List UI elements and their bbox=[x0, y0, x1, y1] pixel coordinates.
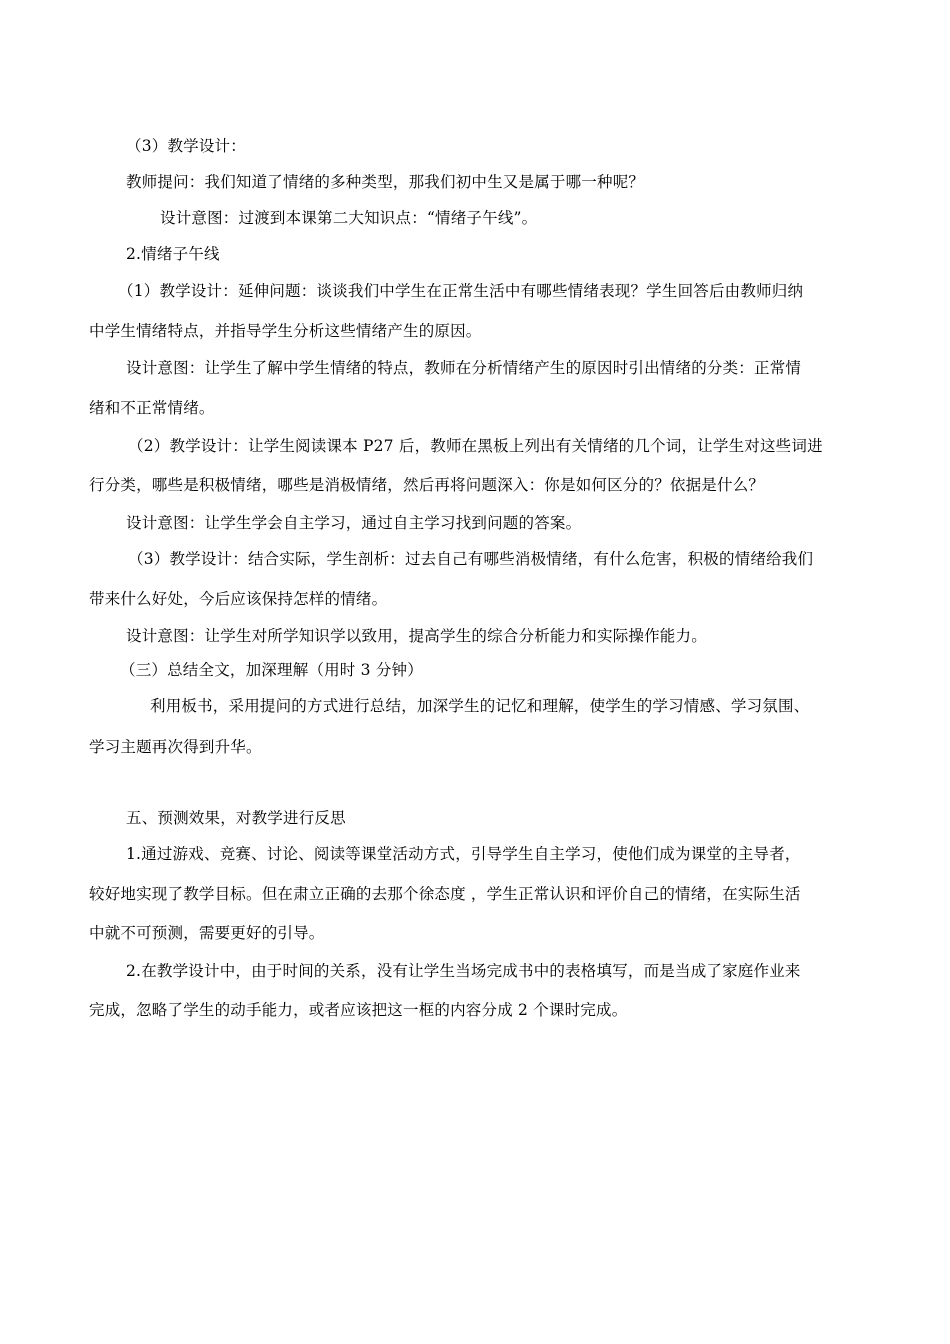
paragraph-line-3: 设计意图：过渡到本课第二大知识点：“情绪子午线”。 bbox=[160, 209, 538, 227]
paragraph-line-13: 带来什么好处，今后应该保持怎样的情绪。 bbox=[89, 590, 388, 608]
section-heading-summary: （三）总结全文，加深理解（用时 3 分钟） bbox=[120, 661, 423, 679]
paragraph-line-5: （1）教学设计：延伸问题：谈谈我们中学生在正常生活中有哪些情绪表现？学生回答后由教师归纳 bbox=[118, 282, 804, 300]
paragraph-line-20: 较好地实现了教学目标。但在肃立正确的去那个徐态度 ，学生正常认识和评价自己的情绪，在实际生活 bbox=[89, 885, 801, 903]
paragraph-line-7: 设计意图：让学生了解中学生情绪的特点，教师在分析情绪产生的原因时引出情绪的分类：正常情 bbox=[126, 359, 802, 377]
paragraph-line-16: 利用板书，采用提问的方式进行总结，加深学生的记忆和理解，使学生的学习情感、学习氛围、 bbox=[150, 697, 810, 715]
paragraph-line-8: 绪和不正常情绪。 bbox=[89, 399, 215, 417]
paragraph-line-12: （3）教学设计：结合实际，学生剖析：过去自己有哪些消极情绪，有什么危害，积极的情绪给我们 bbox=[128, 550, 814, 568]
paragraph-line-9: （2）教学设计：让学生阅读课本 P27 后，教师在黑板上列出有关情绪的几个词，让学生对这些词进 bbox=[128, 437, 823, 455]
paragraph-line-23: 完成，忽略了学生的动手能力，或者应该把这一框的内容分成 2 个课时完成。 bbox=[89, 1001, 628, 1019]
paragraph-line-11: 设计意图：让学生学会自主学习，通过自主学习找到问题的答案。 bbox=[126, 514, 582, 532]
paragraph-line-22: 2.在教学设计中，由于时间的关系，没有让学生当场完成书中的表格填写，而是当成了家庭作业来 bbox=[126, 962, 801, 980]
paragraph-line-6: 中学生情绪特点，并指导学生分析这些情绪产生的原因。 bbox=[89, 322, 482, 340]
paragraph-line-2: 教师提问：我们知道了情绪的多种类型，那我们初中生又是属于哪一种呢？ bbox=[126, 173, 645, 191]
section-heading-emotion-meridian: 2.情绪子午线 bbox=[126, 245, 220, 263]
paragraph-line-14: 设计意图：让学生对所学知识学以致用，提高学生的综合分析能力和实际操作能力。 bbox=[126, 627, 707, 645]
paragraph-line-10: 行分类，哪些是积极情绪，哪些是消极情绪，然后再将问题深入：你是如何区分的？依据是什么？ bbox=[89, 476, 765, 494]
paragraph-line-19: 1.通过游戏、竞赛、讨论、阅读等课堂活动方式，引导学生自主学习，使他们成为课堂的主导者， bbox=[126, 845, 801, 863]
section-heading-reflection: 五、预测效果，对教学进行反思 bbox=[126, 809, 346, 827]
paragraph-line-1: （3）教学设计： bbox=[126, 137, 246, 155]
paragraph-line-17: 学习主题再次得到升华。 bbox=[89, 738, 262, 756]
paragraph-line-21: 中就不可预测，需要更好的引导。 bbox=[89, 924, 325, 942]
